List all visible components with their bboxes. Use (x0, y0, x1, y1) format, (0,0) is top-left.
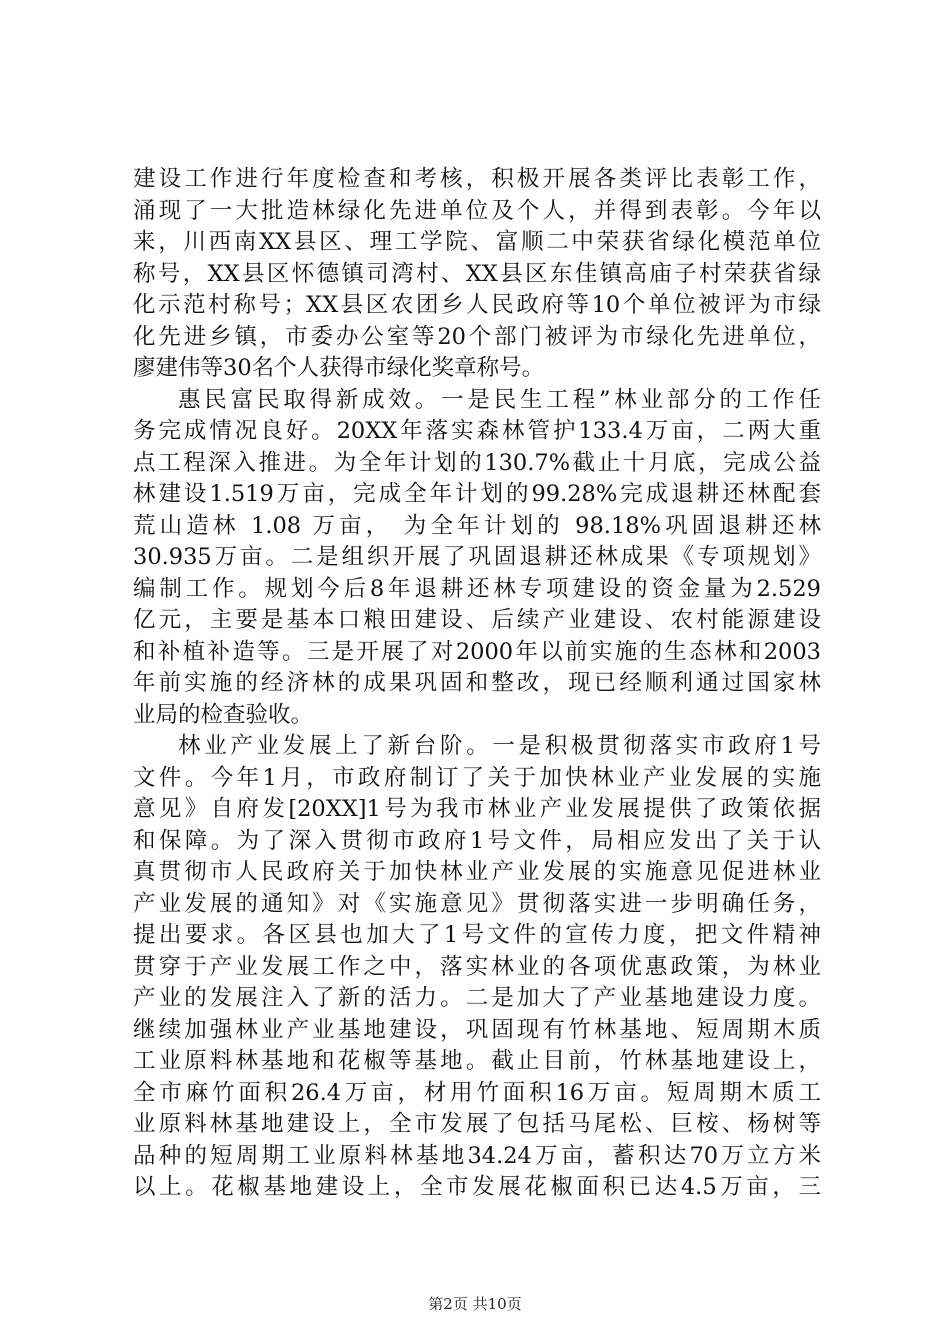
text-line: 务完成情况良好。20XX年落实森林管护133.4万亩，二两大重 (133, 418, 821, 444)
page-number-footer: 第2页 共10页 (428, 1295, 522, 1313)
text-line: 编制工作。规划今后8年退耕还林专项建设的资金量为2.529 (133, 575, 821, 602)
text-line: 称号，XX县区怀德镇司湾村、XX县区东佳镇高庙子村荣获省绿 (133, 260, 821, 287)
text-line: 涌现了一大批造林绿化先进单位及个人，并得到表彰。今年以 (133, 197, 821, 224)
text-line: 30.935万亩。二是组织开展了巩固退耕还林成果《专项规划》 (133, 544, 821, 570)
text-line: 意见》自府发[20XX]1号为我市林业产业发展提供了政策依据 (133, 796, 821, 822)
text-line: 产业的发展注入了新的活力。二是加大了产业基地建设力度。 (133, 985, 821, 1011)
text-line: 真贯彻市人民政府关于加快林业产业发展的实施意见促进林业 (133, 859, 821, 885)
text-line: 化示范村称号；XX县区农团乡人民政府等10个单位被评为市绿 (133, 292, 821, 318)
text-line: 业原料林基地建设上，全市发展了包括马尾松、巨桉、杨树等 (133, 1111, 821, 1137)
text-line: 贯穿于产业发展工作之中，落实林业的各项优惠政策，为林业 (133, 953, 821, 980)
text-line: 荒山造林 1.08 万亩， 为全年计划的 98.18%巩固退耕还林 (133, 512, 821, 539)
text-line: 建设工作进行年度检查和考核，积极开展各类评比表彰工作， (133, 166, 821, 192)
text-line: 提出要求。各区县也加大了1号文件的宣传力度，把文件精神 (133, 922, 821, 948)
text-line: 以上。花椒基地建设上，全市发展花椒面积已达4.5万亩，三 (133, 1174, 821, 1200)
text-line: 工业原料林基地和花椒等基地。截止目前，竹林基地建设上， (133, 1048, 821, 1074)
text-line: 业局的检查验收。 (133, 701, 314, 728)
text-line: 来，川西南XX县区、理工学院、富顺二中荣获省绿化模范单位 (133, 229, 821, 255)
text-line: 亿元，主要是基本口粮田建设、后续产业建设、农村能源建设 (133, 607, 821, 633)
text-line: 继续加强林业产业基地建设，巩固现有竹林基地、短周期木质 (133, 1016, 821, 1043)
body-text (133, 164, 821, 1204)
paragraph-first-line: 惠民富民取得新成效。一是民生工程”林业部分的工作任 (178, 386, 821, 413)
text-line: 点工程深入推进。为全年计划的130.7%截止十月底，完成公益 (133, 449, 821, 476)
paragraph-first-line: 林业产业发展上了新台阶。一是积极贯彻落实市政府1号 (178, 733, 821, 759)
text-line: 林建设1.519万亩，完成全年计划的99.28%完成退耕还林配套 (133, 481, 821, 507)
text-line: 和补植补造等。三是开展了对2000年以前实施的生态林和2003 (133, 638, 821, 665)
text-line: 文件。今年1月，市政府制订了关于加快林业产业发展的实施 (133, 764, 821, 791)
text-line: 品种的短周期工业原料林基地34.24万亩，蓄积达70万立方米 (133, 1142, 821, 1169)
text-line: 化先进乡镇，市委办公室等20个部门被评为市绿化先进单位， (133, 323, 821, 350)
text-line: 产业发展的通知》对《实施意见》贯彻落实进一步明确任务， (133, 890, 821, 917)
text-line: 年前实施的经济林的成果巩固和整改，现已经顺利通过国家林 (133, 670, 821, 696)
text-line: 和保障。为了深入贯彻市政府1号文件，局相应发出了关于认 (133, 827, 821, 854)
text-line: 全市麻竹面积26.4万亩，材用竹面积16万亩。短周期木质工 (133, 1079, 821, 1106)
text-line: 廖建伟等30名个人获得市绿化奖章称号。 (133, 355, 545, 381)
